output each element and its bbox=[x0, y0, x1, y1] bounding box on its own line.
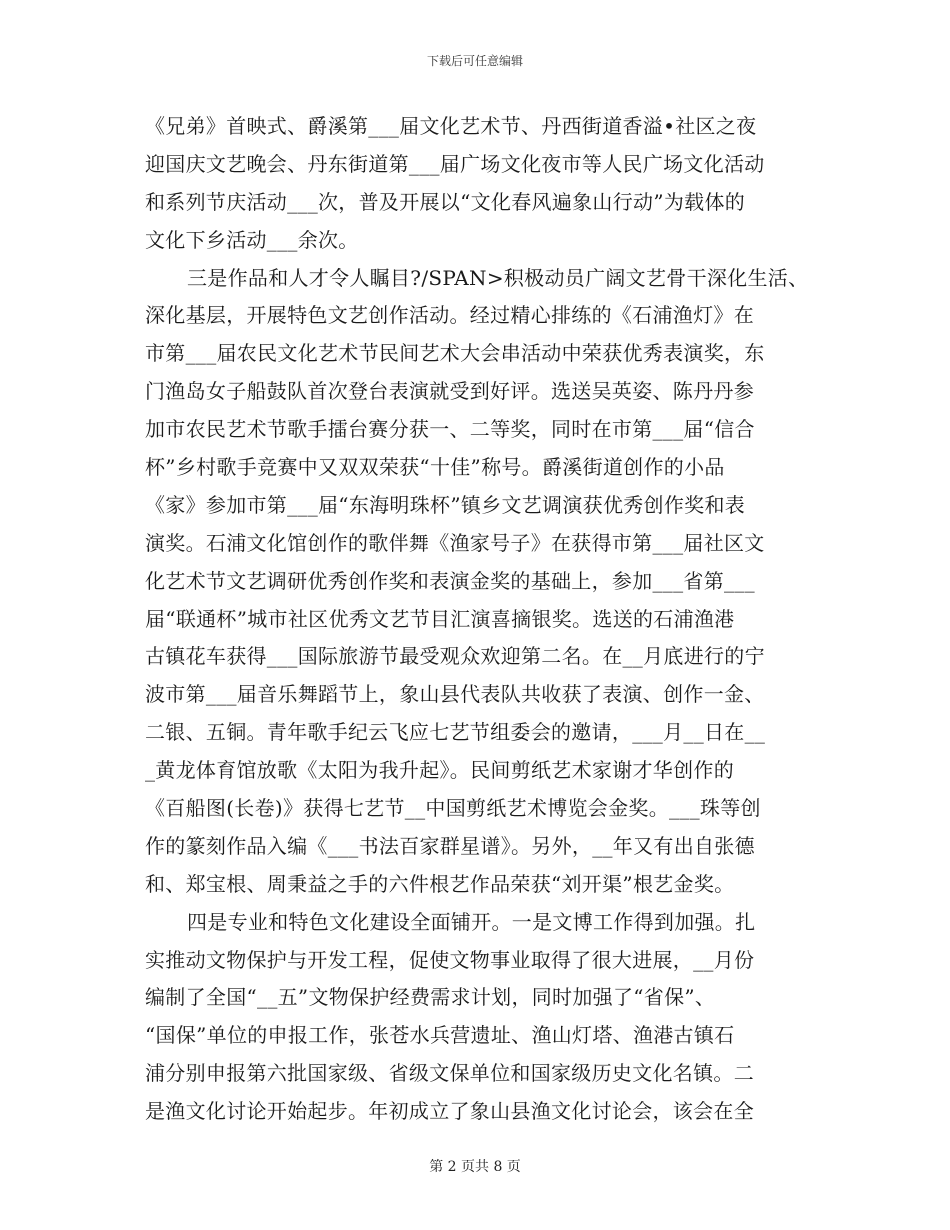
text-line: 《家》参加市第___届“东海明珠杯”镇乡文艺调演获优秀创作奖和表 bbox=[145, 492, 746, 517]
text-line: 波市第___届音乐舞蹈节上，象山县代表队共收获了表演、创作一金、 bbox=[145, 682, 765, 707]
paragraph-first-line: 四是专业和特色文化建设全面铺开。一是文博工作得到加强。扎 bbox=[187, 909, 756, 934]
text-line: 加市农民艺术节歌手擂台赛分获一、二等奖，同时在市第___届“信合 bbox=[145, 417, 755, 442]
text-line: 实推动文物保护与开发工程，促使文物事业取得了很大进展，__月份 bbox=[145, 947, 755, 972]
text-line: 浦分别申报第六批国家级、省级文保单位和国家级历史文化名镇。二 bbox=[145, 1061, 754, 1086]
document-body bbox=[145, 108, 809, 1131]
text-line: 届“联通杯”城市社区优秀文艺节目汇演喜摘银奖。选送的石浦渔港 bbox=[145, 606, 735, 631]
text-line: 杯”乡村歌手竞赛中又双双荣获“十佳”称号。爵溪街道创作的小品 bbox=[145, 455, 725, 480]
text-line: 深化基层，开展特色文艺创作活动。经过精心排练的《石浦渔灯》在 bbox=[145, 303, 754, 328]
text-line: 《兄弟》首映式、爵溪第___届文化艺术节、丹西街道香溢•社区之夜 bbox=[145, 114, 757, 138]
text-line: 作的篆刻作品入编《___书法百家群星谱》。另外，__年又有出自张德 bbox=[145, 833, 755, 858]
text-line: 文化下乡活动___余次。 bbox=[145, 227, 359, 252]
text-line: 《百船图(长卷)》获得七艺节__中国剪纸艺术博览会金奖。___珠等创 bbox=[145, 796, 761, 821]
text-line: 古镇花车获得___国际旅游节最受观众欢迎第二名。在__月底进行的宁 bbox=[145, 644, 765, 669]
text-line: 演奖。石浦文化馆创作的歌伴舞《渔家号子》在获得市第___届社区文 bbox=[145, 530, 765, 555]
text-line: 和、郑宝根、周秉益之手的六件根艺作品荣获“刘开渠”根艺金奖。 bbox=[145, 871, 735, 896]
page-header: 下载后可任意编辑 bbox=[426, 54, 523, 68]
text-line: 编制了全国“__五”文物保护经费需求计划，同时加强了“省保”、 bbox=[145, 985, 716, 1010]
text-line: _黄龙体育馆放歌《太阳为我升起》。民间剪纸艺术家谢才华创作的 bbox=[145, 758, 734, 783]
text-line: 迎国庆文艺晚会、丹东街道第___届广场文化夜市等人民广场文化活动 bbox=[145, 151, 765, 176]
page-number: 第 2 页共 8 页 bbox=[429, 1159, 521, 1175]
text-line: 二银、五铜。青年歌手纪云飞应七艺节组委会的邀请，___月__日在__ bbox=[145, 720, 766, 745]
text-line: 化艺术节文艺调研优秀创作奖和表演金奖的基础上，参加___省第___ bbox=[145, 568, 755, 593]
text-line: 市第___届农民文化艺术节民间艺术大会串活动中荣获优秀表演奖，东 bbox=[145, 341, 765, 366]
paragraph-first-line: 三是作品和人才令人瞩目?/SPAN>积极动员广阔文艺骨干深化生活、 bbox=[187, 265, 809, 290]
text-line: 和系列节庆活动___次，普及开展以“文化春风遍象山行动”为载体的 bbox=[145, 189, 746, 214]
text-line: 是渔文化讨论开始起步。年初成立了象山县渔文化讨论会，该会在全 bbox=[145, 1099, 754, 1124]
text-line: 门渔岛女子船鼓队首次登台表演就受到好评。选送吴英姿、陈丹丹参 bbox=[145, 379, 754, 404]
text-line: “国保”单位的申报工作，张苍水兵营遗址、渔山灯塔、渔港古镇石 bbox=[145, 1023, 735, 1048]
